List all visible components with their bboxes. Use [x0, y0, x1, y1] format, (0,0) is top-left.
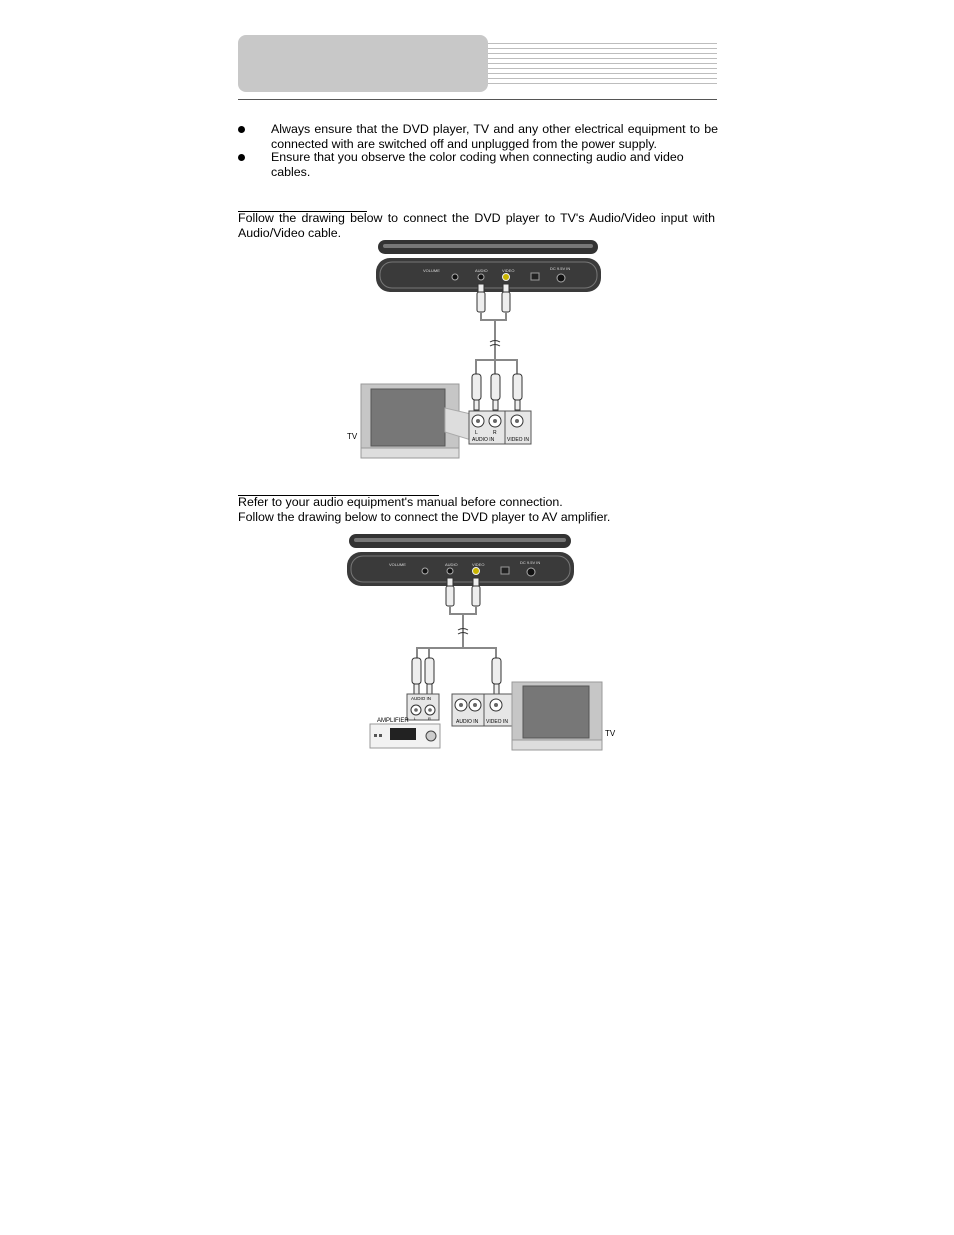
bullet-dot-icon [238, 154, 245, 161]
jack-audio [478, 274, 484, 280]
jack-label-audio: AUDIO [445, 562, 458, 567]
tv-label: TV [347, 432, 358, 441]
jack-video [503, 274, 510, 281]
tv-screen [523, 686, 589, 738]
jack-video [473, 568, 480, 575]
amp-audio-in-label: AUDIO IN [411, 696, 432, 701]
bullet-dot-icon [238, 126, 245, 133]
section2-line1: Refer to your audio equipment's manual before connection. [238, 495, 563, 509]
header-lines [488, 43, 717, 85]
dvd-side-panel [376, 258, 601, 292]
amplifier-label: AMPLIFIER [377, 718, 409, 724]
label-l: L [414, 716, 417, 721]
jack-label-volume: VOLUME [423, 268, 440, 273]
label-l: L [475, 430, 478, 436]
jack-label-audio: AUDIO [475, 268, 488, 273]
jack-dc [557, 274, 565, 282]
jack-audio [447, 568, 453, 574]
jack-label-video: VIDEO [502, 268, 515, 273]
bullet-text: Always ensure that the DVD player, TV and any other electrical equipment to be connected with are switched off and unplugged from the power supply. [271, 122, 718, 151]
section2-line2: Follow the drawing below to connect the DVD player to AV amplifier. [238, 510, 611, 524]
section1-text: Follow the drawing below to connect the DVD player to TV's Audio/Video input with Audio/Video cable. [238, 211, 715, 240]
label-r: R [428, 716, 431, 721]
bullet-item [238, 150, 718, 182]
tv-audio-in-label: AUDIO IN [472, 437, 495, 443]
dvd-side-panel [347, 552, 574, 586]
diagram-dvd-to-amplifier [345, 530, 620, 755]
header-rule [238, 99, 717, 100]
jack-headphone [422, 568, 428, 574]
jack-headphone [452, 274, 458, 280]
header-tab [238, 35, 488, 92]
bullet-text: Ensure that you observe the color coding when connecting audio and video cables. [271, 150, 684, 179]
diagram-dvd-to-tv [345, 238, 610, 463]
label-r: R [493, 430, 497, 436]
tv-screen [371, 389, 445, 446]
jack-label-volume: VOLUME [389, 562, 406, 567]
jack-label-dc: DC 9.5V IN [520, 560, 541, 565]
tv-audio-in-label: AUDIO IN [456, 719, 479, 725]
jack-dc [527, 568, 535, 576]
tv-video-in-label: VIDEO IN [486, 719, 508, 725]
tv-video-in-label: VIDEO IN [507, 437, 529, 443]
tv-label: TV [605, 729, 616, 738]
jack-label-video: VIDEO [472, 562, 485, 567]
jack-label-dc: DC 9.5V IN [550, 266, 571, 271]
